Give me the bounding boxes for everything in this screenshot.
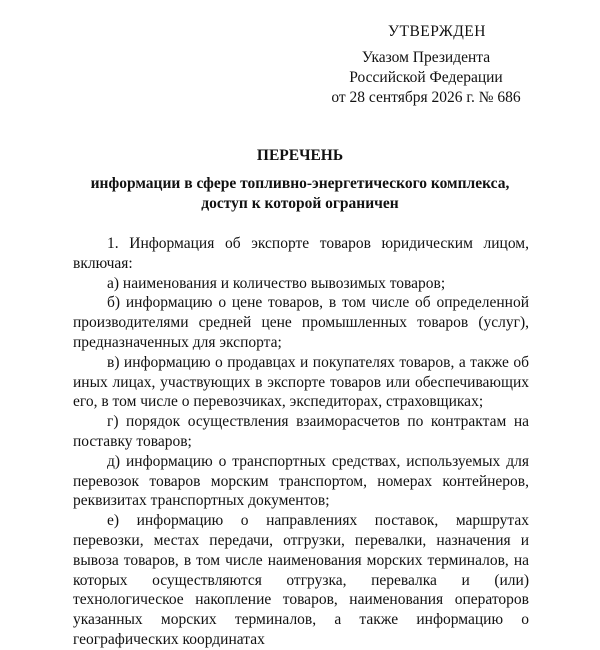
issuer-line: от 28 сентября 2026 г. № 686 <box>331 89 521 106</box>
paragraph-item-v: в) информацию о продавцах и покупателях товаров, а также об иных лицах, участвующих в экспорте товаров или обеспечивающих его, в том числе о перевозчиках, экспедиторах, страховщиках; <box>73 353 529 411</box>
document-subtitle-line: доступ к которой ограничен <box>201 195 399 212</box>
paragraph-item-d: д) информацию о транспортных средствах, используемых для перевозок товаров морским транспортом, номерах контейнеров, реквизитах транспортных документов; <box>73 452 529 510</box>
approval-stamp: УТВЕРЖДЕН <box>388 23 486 40</box>
paragraph-item-b: б) информацию о цене товаров, в том числе об определенной производителями средней цене промышленных товаров (услуг), предназначенных для экспорта; <box>73 294 529 351</box>
document-heading: ПЕРЕЧЕНЬ <box>256 147 344 164</box>
document-title-block <box>70 146 530 214</box>
document-subtitle-line: информации в сфере топливно-энергетического комплекса, <box>90 175 510 192</box>
issuer-line: Российской Федерации <box>349 69 503 86</box>
approval-issuer <box>316 48 536 108</box>
paragraph-item-e: е) информацию о направлениях поставок, маршрутах перевозки, местах передачи, отгрузки, перевалки, назначения и вывоза товаров, в том числе наименования морских терминалов, на которых осуществляются отгрузка, перевалка и (или) технологическое накопление товаров, наименования операторов указанных морских терминалов, а также информацию о географических координатах <box>73 512 529 648</box>
paragraph-item-1: 1. Информация об экспорте товаров юридическим лицом, включая: <box>73 235 529 272</box>
issuer-line: Указом Президента <box>361 49 491 66</box>
paragraph-item-g: г) порядок осуществления взаиморасчетов по контрактам на поставку товаров; <box>73 413 529 450</box>
paragraph-item-a: а) наименования и количество вывозимых товаров; <box>107 274 446 292</box>
document-body <box>73 234 529 650</box>
approval-block <box>316 22 536 108</box>
